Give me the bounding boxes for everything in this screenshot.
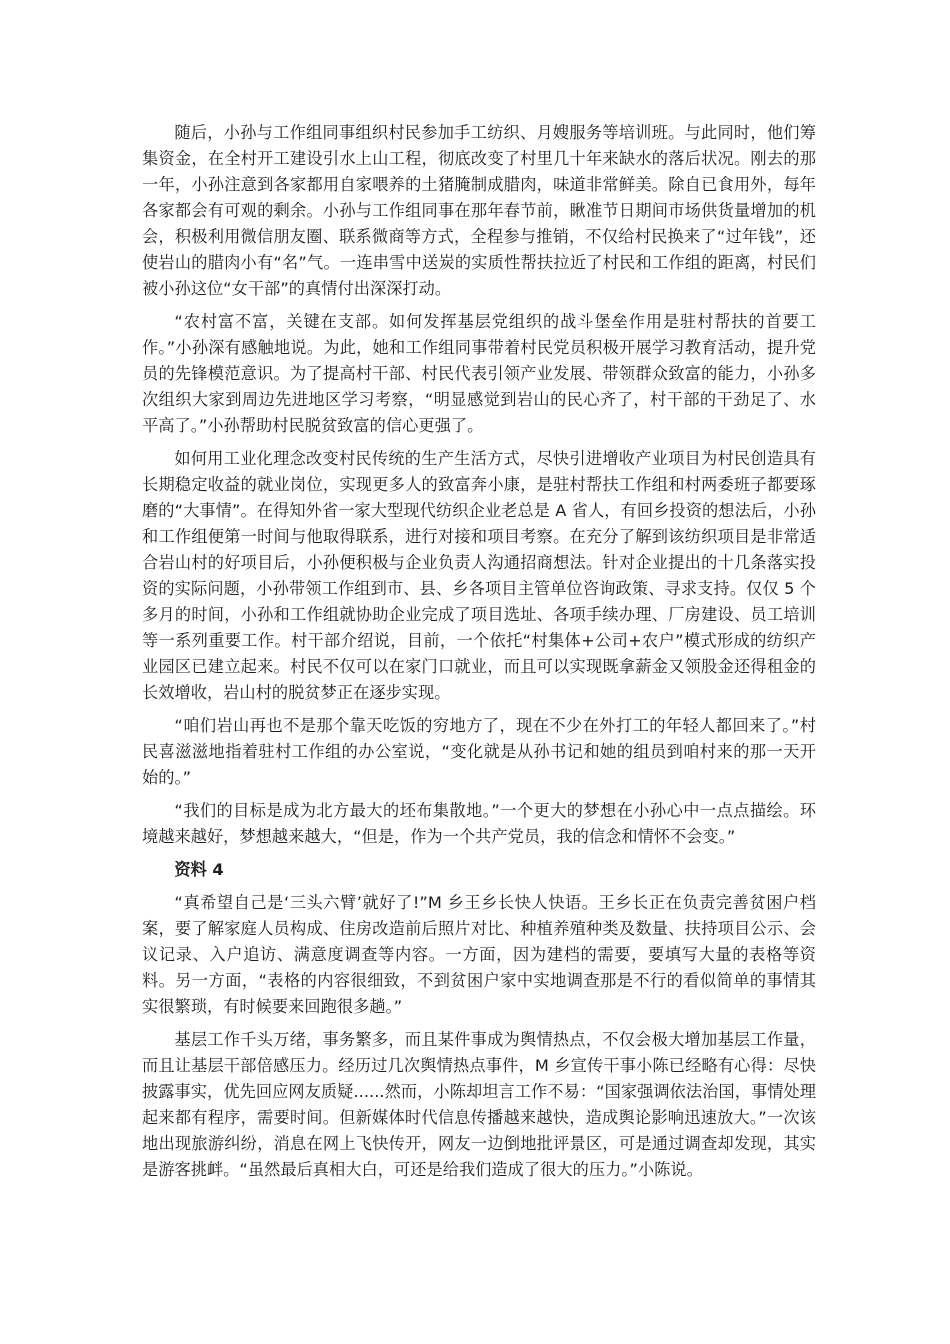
paragraph: “真希望自己是‘三头六臂’就好了!”M 乡王乡长快人快语。王乡长正在负责完善贫困户档案，要了解家庭人员构成、住房改造前后照片对比、种植养殖种类及数量、扶持项目公示、会议记录、入户追访、满意度调查等内容。一方面，因为建档的需要，要填写大量的表格等资料。另一方面，“表格的内容很细致，不到贫困户家中实地调查那是不行的看似简单的事情其实很繁琐，有时候要来回跑很多趟。” <box>142 893 816 1016</box>
document-page <box>142 120 816 1190</box>
paragraph: 如何用工业化理念改变村民传统的生产生活方式，尽快引进增收产业项目为村民创造具有长期稳定收益的就业岗位，实现更多人的致富奔小康，是驻村帮扶工作组和村两委班子都要琢磨的“大事情”。在得知外省一家大型现代纺织企业老总是 A 省人，有回乡投资的想法后，小孙和工作组便第一时间与他取得联系，进行对接和项目考察。在充分了解到该纺织项目是非常适合岩山村的好项目后，小孙便积极与企业负责人沟通招商想法。针对企业提出的十几条落实投资的实际问题，小孙带领工作组到市、县、乡各项目主管单位咨询政策、寻求支持。仅仅 5 个多月的时间，小孙和工作组就协助企业完成了项目选址、各项手续办理、厂房建设、员工培训等一系列重要工作。村干部介绍说，目前，一个依托“村集体+公司+农户”模式形成的纺织产业园区已建立起来。村民不仅可以在家门口就业，而且可以实现既拿薪金又领股金还得租金的长效增收，岩山村的脱贫梦正在逐步实现。 <box>142 449 816 702</box>
paragraph: “我们的目标是成为北方最大的坯布集散地。”一个更大的梦想在小孙心中一点点描绘。环境越来越好，梦想越来越大，“但是，作为一个共产党员，我的信念和情怀不会变。” <box>142 801 816 846</box>
paragraph: “咱们岩山再也不是那个靠天吃饭的穷地方了，现在不少在外打工的年轻人都回来了。”村民喜滋滋地指着驻村工作组的办公室说，“变化就是从孙书记和她的组员到咱村来的那一天开始的。” <box>142 716 816 787</box>
paragraph: 基层工作千头万绪，事务繁多，而且某件事成为舆情热点，不仅会极大增加基层工作量，而且让基层干部倍感压力。经历过几次舆情热点事件，M 乡宣传干事小陈已经略有心得：尽快披露事实，优先回应网友质疑......然而，小陈却坦言工作不易：“国家强调依法治国，事情处理起来都有程序，需要时间。但新媒体时代信息传播越来越快，造成舆论影响迅速放大。”一次该地出现旅游纠纷，消息在网上飞快传开，网友一边倒地批评景区，可是通过调查却发现，其实是游客挑衅。“虽然最后真相大白，可还是给我们造成了很大的压力。”小陈说。 <box>142 1030 816 1179</box>
paragraph: 随后，小孙与工作组同事组织村民参加手工纺织、月嫂服务等培训班。与此同时，他们筹集资金，在全村开工建设引水上山工程，彻底改变了村里几十年来缺水的落后状况。刚去的那一年，小孙注意到各家都用自家喂养的土猪腌制成腊肉，味道非常鲜美。除自已食用外，每年各家都会有可观的剩余。小孙与工作组同事在那年春节前，瞅准节日期间市场供货量增加的机会，积极利用微信朋友圈、联系微商等方式，全程参与推销，不仅给村民换来了“过年钱”，还使岩山的腊肉小有“名”气。一连串雪中送炭的实质性帮扶拉近了村民和工作组的距离，村民们被小孙这位“女干部”的真情付出深深打动。 <box>142 123 816 298</box>
paragraph: “农村富不富，关键在支部。如何发挥基层党组织的战斗堡垒作用是驻村帮扶的首要工作。”小孙深有感触地说。为此，她和工作组同事带着村民党员积极开展学习教育活动，提升党员的先锋模范意识。为了提高村干部、村民代表引领产业发展、带领群众致富的能力，小孙多次组织大家到周边先进地区学习考察，“明显感觉到岩山的民心齐了，村干部的干劲足了、水平高了。”小孙帮助村民脱贫致富的信心更强了。 <box>142 312 816 435</box>
section-heading: 资料 4 <box>174 860 224 879</box>
